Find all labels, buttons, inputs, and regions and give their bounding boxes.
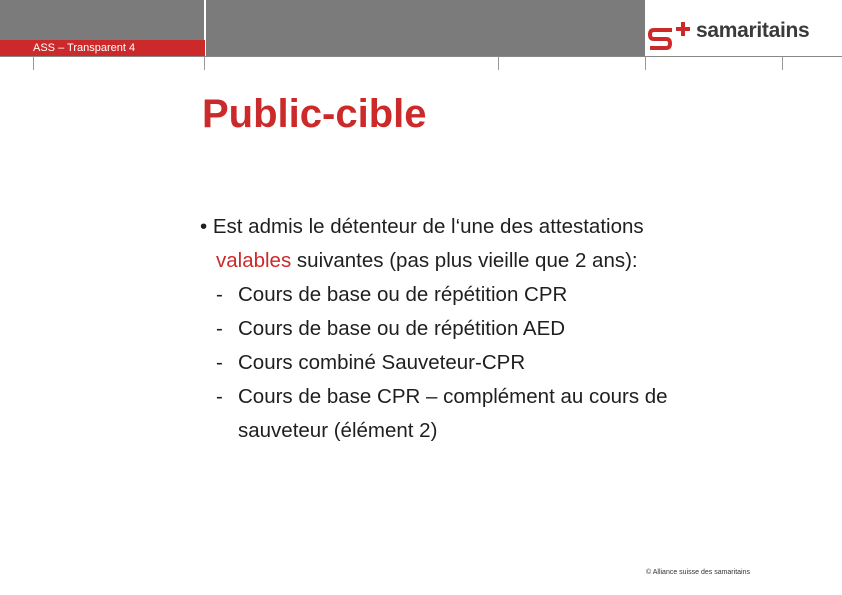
list-item-continuation [200,414,800,448]
list-item-text: Cours combiné Sauveteur-CPR [238,351,526,374]
slide-label: ASS – Transparent 4 [33,42,136,54]
bullet-line-2-rest: suivantes (pas plus vieille que 2 ans): [291,249,638,272]
dash-marker: - [216,317,223,340]
ruler-tick [204,57,205,70]
slide-title: Public-cible [202,92,427,136]
ruler-tick [645,57,646,70]
list-item-text: Cours de base ou de répétition CPR [238,283,568,306]
dash-marker: - [216,385,223,408]
slide-body [200,210,800,448]
samaritains-logo [648,14,833,54]
highlight-word: valables [216,249,292,272]
copyright-notice: © Alliance suisse des samaritains [646,569,750,576]
ruler-tick [782,57,783,70]
ruler-tick [33,57,34,70]
list-item [200,346,800,380]
ruler-tick [498,57,499,70]
dash-marker: - [216,351,223,374]
s-cross-logo-icon [648,14,694,54]
dash-marker: - [216,283,223,306]
bullet-line-2 [200,244,800,278]
list-item [200,312,800,346]
ruler-line [0,56,842,57]
list-item [200,380,800,414]
list-item [200,278,800,312]
list-item-text: Cours de base CPR – complément au cours de [238,385,668,408]
continuation-text: sauveteur (élément 2) [238,419,438,442]
list-item-text: Cours de base ou de répétition AED [238,317,566,340]
bullet-line-1: • Est admis le détenteur de l‘une des attestations [200,215,644,238]
brand-name: samaritains [696,19,810,42]
